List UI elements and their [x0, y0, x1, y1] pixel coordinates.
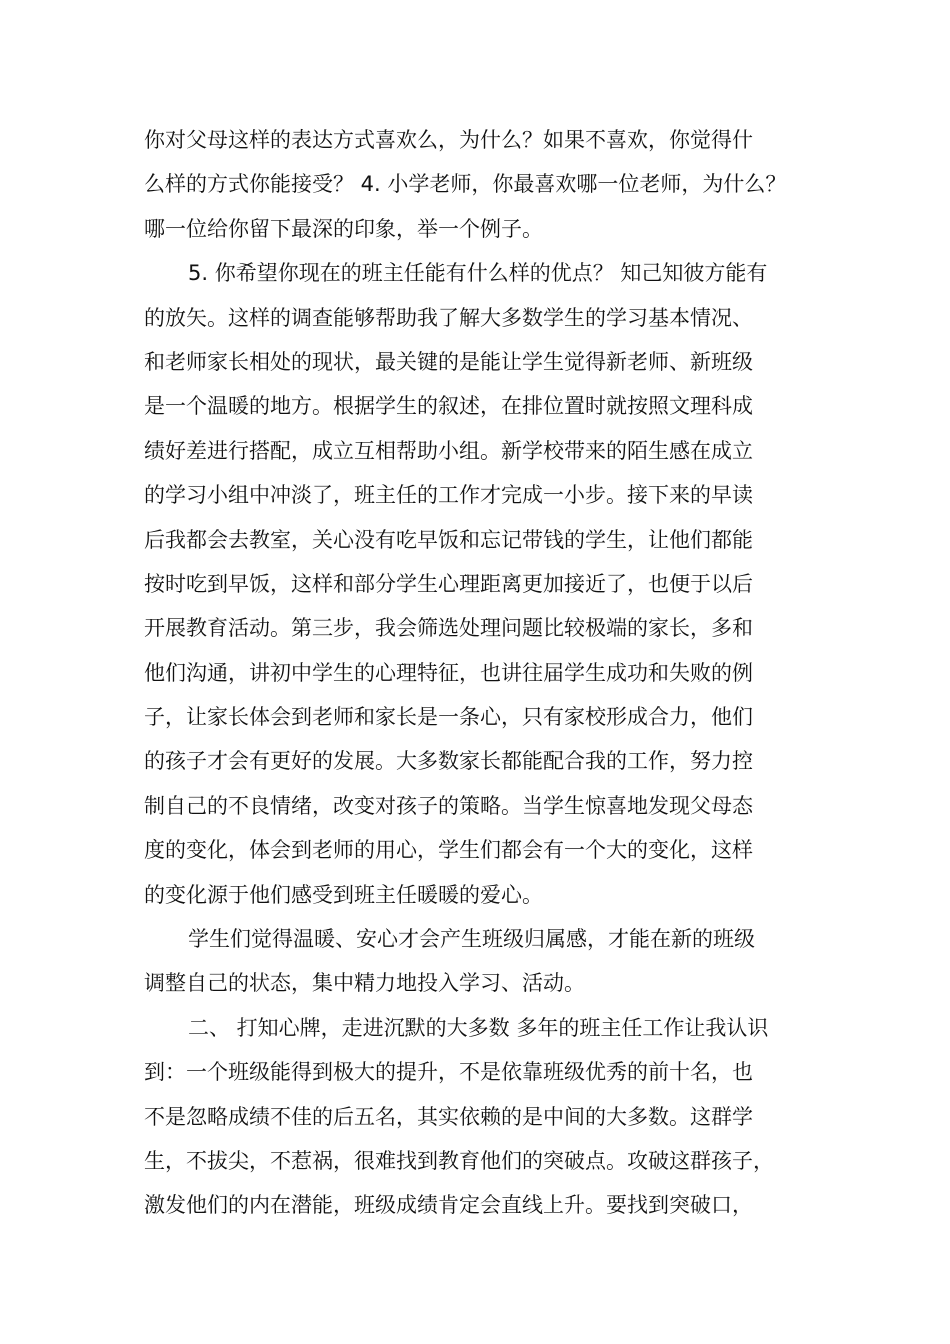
text-line: 的变化源于他们感受到班主任暖暖的爱心。	[144, 882, 543, 907]
text-line: 是一个温暖的地方。根据学生的叙述，在排位置时就按照文理科成	[144, 394, 753, 419]
text-line: 的学习小组中冲淡了，班主任的工作才完成一小步。接下来的早读	[144, 483, 753, 508]
text-line: 学生们觉得温暖、安心才会产生班级归属感，才能在新的班级	[188, 927, 755, 952]
paragraph	[144, 118, 814, 251]
text-line: 二、 打知心牌，走进沉默的大多数 多年的班主任工作让我认识	[188, 1015, 769, 1040]
text-line: 开展教育活动。第三步，我会筛选处理问题比较极端的家长，多和	[144, 616, 753, 641]
paragraph	[144, 1006, 814, 1228]
body-text	[144, 118, 814, 1228]
text-line: 你对父母这样的表达方式喜欢么，为什么？如果不喜欢，你觉得什	[144, 128, 753, 152]
text-line: 按时吃到早饭，这样和部分学生心理距离更加接近了，也便于以后	[144, 571, 753, 596]
text-line: 5. 你希望你现在的班主任能有什么样的优点？ 知己知彼方能有	[188, 261, 768, 286]
text-line: 不是忽略成绩不佳的后五名，其实依赖的是中间的大多数。这群学	[144, 1104, 753, 1129]
text-line: 生，不拔尖，不惹祸，很难找到教育他们的突破点。攻破这群孩子，	[144, 1148, 774, 1173]
text-line: 他们沟通，讲初中学生的心理特征，也讲往届学生成功和失败的例	[144, 660, 753, 685]
text-line: 激发他们的内在潜能，班级成绩肯定会直线上升。要找到突破口，	[144, 1193, 753, 1218]
text-line: 到：一个班级能得到极大的提升，不是依靠班级优秀的前十名，也	[144, 1060, 753, 1085]
text-line: 么样的方式你能接受？ 4. 小学老师，你最喜欢哪一位老师，为什么？	[144, 172, 787, 197]
text-line: 的孩子才会有更好的发展。大多数家长都能配合我的工作，努力控	[144, 749, 753, 774]
paragraph	[144, 251, 814, 917]
text-line: 调整自己的状态，集中精力地投入学习、活动。	[144, 971, 585, 996]
text-line: 哪一位给你留下最深的印象，举一个例子。	[144, 216, 543, 241]
paragraph	[144, 917, 814, 1006]
text-line: 子，让家长体会到老师和家长是一条心，只有家校形成合力，他们	[144, 705, 753, 730]
text-line: 和老师家长相处的现状，最关键的是能让学生觉得新老师、新班级	[144, 349, 753, 374]
text-line: 绩好差进行搭配，成立互相帮助小组。新学校带来的陌生感在成立	[144, 438, 753, 463]
text-line: 后我都会去教室，关心没有吃早饭和忘记带钱的学生，让他们都能	[144, 527, 753, 552]
text-line: 制自己的不良情绪，改变对孩子的策略。当学生惊喜地发现父母态	[144, 793, 753, 818]
text-line: 度的变化，体会到老师的用心，学生们都会有一个大的变化，这样	[144, 838, 753, 863]
text-line: 的放矢。这样的调查能够帮助我了解大多数学生的学习基本情况、	[144, 305, 753, 330]
